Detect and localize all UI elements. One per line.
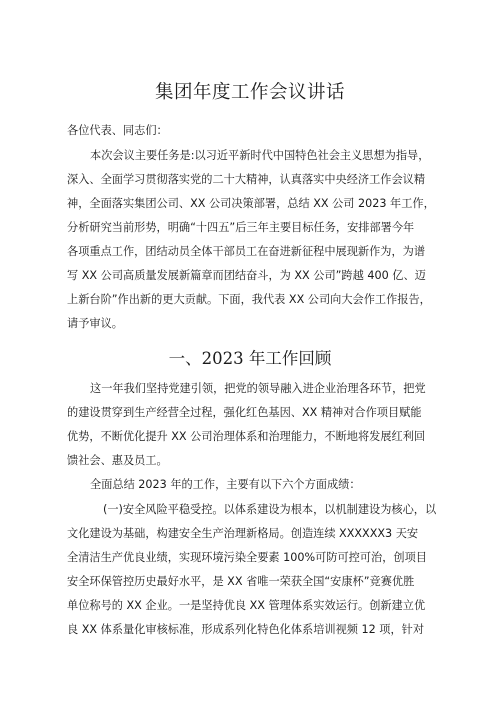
summary-line: 全面总结 2023 年的工作，主要有以下六个方面成绩： [90, 478, 361, 491]
intro-line: 上新台阶”作出新的更大贡献。下面，我代表 XX 公司向大会作工作报告， [67, 293, 431, 306]
intro-line: 请予审议。 [67, 317, 123, 330]
document-title: 集团年度工作会议讲话 [154, 82, 345, 103]
review-line: 馈社会、惠及员工。 [67, 454, 168, 467]
salutation: 各位代表、同志们： [67, 124, 168, 137]
review-line: 的建设贯穿到生产经营全过程，强化红色基因、XX 精神对合作项目赋能 [67, 406, 422, 419]
item1-line: 安全环保管控历史最好水平，是 XX 省唯一荣获全国“安康杯”竞赛优胜 [67, 575, 415, 588]
review-line: 优势，不断优化提升 XX 公司治理体系和治理能力，不断地将发展红利回 [67, 430, 426, 443]
intro-line: 写 XX 公司高质量发展新篇章而团结奋斗，为 XX 公司”跨越 400 亿、迈 [67, 269, 426, 282]
intro-line: 分析研究当前形势，明确“十四五”后三年主要目标任务，安排部署今年 [67, 221, 415, 234]
item1-line: 单位称号的 XX 企业。一是坚持优良 XX 管理体系实效运行。创新建立优 [67, 599, 426, 612]
item1-line: 全清洁生产优良业绩，实现环境污染全要素 100%可防可控可治，创项目 [67, 551, 427, 564]
item1-line: (一)安全风险平稳受控。以体系建设为根本，以机制建设为核心，以 [103, 503, 437, 516]
item1-line: 文化建设为基础，构建安全生产治理新格局。创造连续 XXXXXX3 天安 [67, 527, 419, 540]
section-heading: 一、2023 年工作回顾 [168, 349, 332, 368]
intro-line: 深入、全面学习贯彻落实党的二十大精神，认真落实中央经济工作会议精 [67, 173, 426, 186]
intro-line: 本次会议主要任务是:以习近平新时代中国特色社会主义思想为指导， [90, 149, 430, 162]
item1-line: 良 XX 体系量化审核标准，形成系列化特色化体系培训视频 12 项，针对 [67, 623, 425, 636]
intro-line: 神，全面落实集团公司、XX 公司决策部署，总结 XX 公司 2023 年工作， [67, 197, 435, 210]
intro-line: 各项重点工作，团结动员全体干部员工在奋进新征程中展现新作为，为谱 [67, 245, 426, 258]
review-line: 这一年我们坚持党建引领，把党的领导融入进企业治理各环节，把党 [90, 382, 426, 395]
